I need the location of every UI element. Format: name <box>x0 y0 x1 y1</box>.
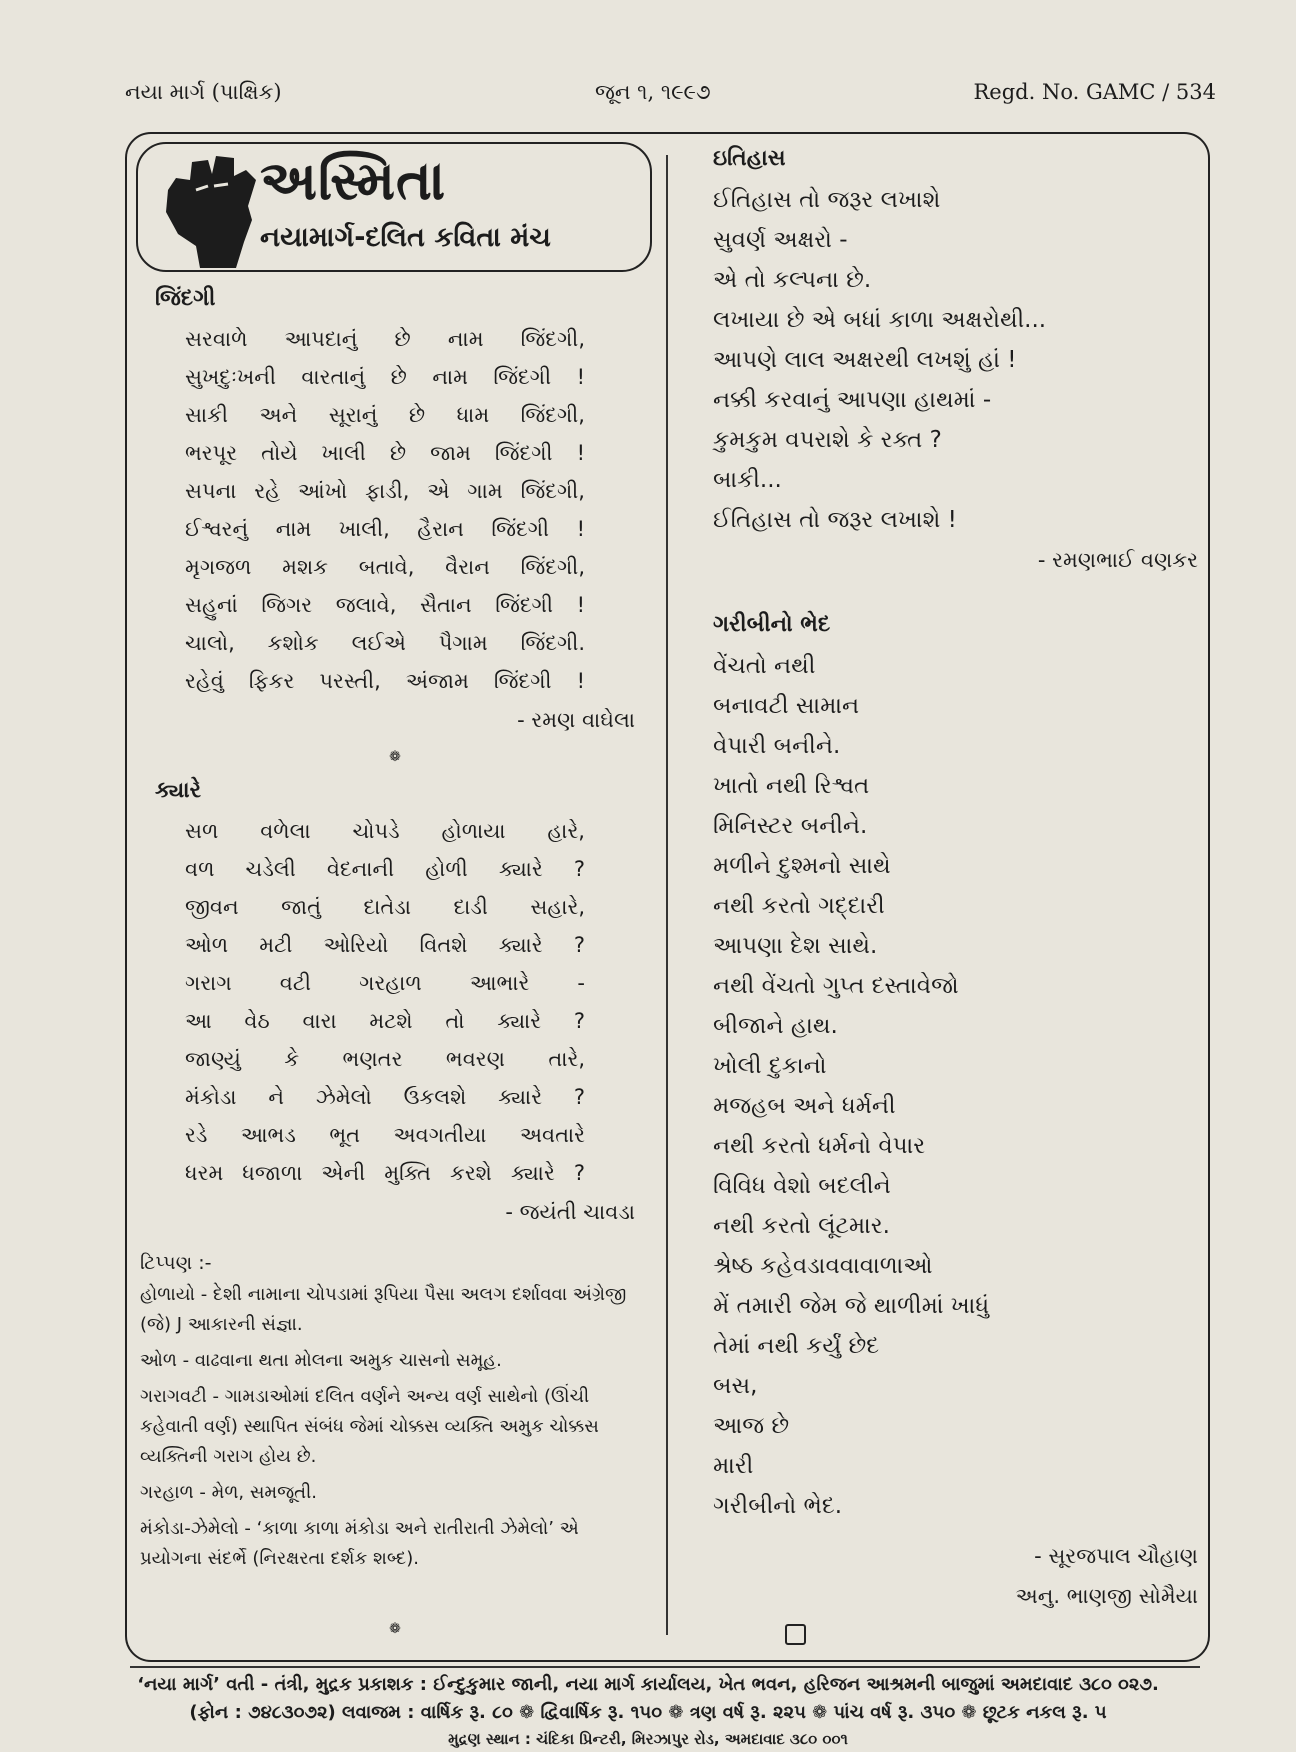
footer-line-1: ‘નયા માર્ગ’ વતી - તંત્રી, મુદ્રક પ્રકાશક : ઈન્દુકુમાર જાની, નયા માર્ગ કાર્યાલય, ખેત ભવન, હરિજન આશ્રમની બાજુમાં અમદાવાદ ૩૮૦ ૦૨૭. <box>137 1674 1159 1695</box>
raised-fist-icon <box>156 150 266 270</box>
poem-line: ભરપૂર તોયે ખાલી છે જામ જિંદગી ! <box>185 441 585 465</box>
poem-line: વેંચતો નથી <box>713 653 816 679</box>
poem-line: ધરમ ધજાળા એની મુક્તિ કરશે ક્યારે ? <box>185 1161 585 1185</box>
poem-author: - રમણભાઈ વણકર <box>1037 548 1198 572</box>
note-item: ગરહાળ - મેળ, સમજૂતી. <box>140 1482 317 1503</box>
poem-title-kyare: ક્યારે <box>155 778 202 803</box>
poem-line: રડે આભડ ભૂત અવગતીયા અવતારે <box>185 1123 585 1147</box>
right-column <box>713 142 1198 1649</box>
poem-line: મંકોડા ને ઝેમેલો ઉકલશે ક્યારે ? <box>185 1085 585 1109</box>
end-square-icon <box>785 1624 806 1645</box>
poem-line: સપના રહે આંખો ફાડી, એ ગામ જિંદગી, <box>185 479 585 503</box>
poem-line: સરવાળે આપદાનું છે નામ જિંદગી, <box>185 327 585 351</box>
column-divider <box>666 155 668 1635</box>
poem-line: ઈતિહાસ તો જરૂર લખાશે <box>713 187 941 213</box>
poem-line: આપણા દેશ સાથે. <box>713 933 878 959</box>
poem-line: નક્કી કરવાનું આપણા હાથમાં - <box>713 387 992 413</box>
poem-line: ઈશ્વરનું નામ ખાલી, હૈરાન જિંદગી ! <box>185 517 585 541</box>
poem-line: બાકી... <box>713 467 782 493</box>
poem-line: વિવિધ વેશો બદલીને <box>713 1173 891 1199</box>
issue-date: જૂન ૧, ૧૯૯૭ <box>595 80 711 104</box>
poem-line: નથી કરતો ધર્મનો વેપાર <box>713 1133 926 1159</box>
footer-line-3: મુદ્રણ સ્થાન : ચંદિકા પ્રિન્ટરી, મિરઝાપુર રોડ, અમદાવાદ ૩૮૦ ૦૦૧ <box>448 1730 848 1748</box>
poem-line: નથી કરતો લૂંટમાર. <box>713 1213 890 1239</box>
poem-line: બસ, <box>713 1373 758 1399</box>
asmita-banner <box>136 142 652 272</box>
poem-title-itihas: ઇતિહાસ <box>713 146 786 171</box>
poem-zindagi <box>155 320 655 700</box>
poem-line: ગરીબીનો ભેદ. <box>713 1493 843 1519</box>
poem-line: તેમાં નથી કર્યું છેદ <box>713 1333 880 1359</box>
bottom-separator: ❁ <box>389 1621 401 1637</box>
registration-number: Regd. No. GAMC / 534 <box>973 80 1216 104</box>
poem-line: મૃગજળ મશક બતાવે, વૈરાન જિંદગી, <box>185 555 585 579</box>
section-separator: ❁ <box>389 749 401 765</box>
poem-line: આ વેઠ વારા મટશે તો ક્યારે ? <box>185 1009 585 1033</box>
end-marker <box>553 1624 1038 1649</box>
banner-title: અસ્મિતા <box>260 148 447 212</box>
left-column <box>140 282 655 1574</box>
footer-line-2: (ફોન : ૭૪૮૩૦૭૨) લવાજમ : વાર્ષિક રૂ. ૮૦ ❁ દ્વિવાર્ષિક રૂ. ૧૫૦ ❁ ત્રણ વર્ષ રૂ. ૨૨૫ ❁ પાંચ વર્ષ રૂ. ૩૫૦ ❁ છૂટક નકલ રૂ. ૫ <box>189 1702 1107 1723</box>
poem-title-zindagi: જિંદગી <box>155 286 216 311</box>
poem-line: ઈતિહાસ તો જરૂર લખાશે ! <box>713 507 957 533</box>
poem-line: મળીને દુશ્મનો સાથે <box>713 853 891 879</box>
poem-line: સહુનાં જિગર જલાવે, સૈતાન જિંદગી ! <box>185 593 585 617</box>
banner-subtitle: નયામાર્ગ-દલિત કવિતા મંચ <box>260 222 551 253</box>
poem-line: ઓળ મટી ઓરિયો વિતશે ક્યારે ? <box>185 933 585 957</box>
poem-line: મજહબ અને ધર્મની <box>713 1093 896 1119</box>
poem-author: - સૂરજપાલ ચૌહાણ <box>1034 1544 1198 1568</box>
footer-rule <box>130 1666 1200 1668</box>
poem-line: નથી વેંચતો ગુપ્ત દસ્તાવેજો <box>713 973 959 999</box>
poem-line: રહેવું ફિકર પરસ્તી, અંજામ જિંદગી ! <box>185 669 585 693</box>
poem-itihas <box>713 180 1198 540</box>
poem-line: મેં તમારી જેમ જે થાળીમાં ખાધું <box>713 1293 990 1319</box>
poem-line: કુમકુમ વપરાશે કે રક્ત ? <box>713 427 942 453</box>
poem-line: એ તો કલ્પના છે. <box>713 267 872 293</box>
note-item: મંકોડા-ઝેમેલો - ‘કાળા કાળા મંકોડા અને રાતીરાતી ઝેમેલો’ એ પ્રયોગના સંદર્ભે (નિરક્ષરતા દર્શક શબ્દ). <box>140 1518 579 1569</box>
poem-author: - રમણ વાઘેલા <box>517 708 635 732</box>
poem-kyare <box>155 812 655 1192</box>
poem-garibi <box>713 646 1198 1526</box>
poem-line: નથી કરતો ગદ્દારી <box>713 893 885 919</box>
note-item: ઓળ - વાઢવાના થતા મોલના અમુક ચાસનો સમૂહ. <box>140 1350 502 1371</box>
poem-line: મિનિસ્ટર બનીને. <box>713 813 868 839</box>
poem-line: બીજાને હાથ. <box>713 1013 838 1039</box>
note-item: હોળાયો - દેશી નામાના ચોપડામાં રૂપિયા પૈસા અલગ દર્શાવવા અંગ્રેજી (જે) J આકારની સંજ્ઞા. <box>140 1284 627 1335</box>
poem-line: વેપારી બનીને. <box>713 733 841 759</box>
poem-title-garibi: ગરીબીનો ભેદ <box>713 612 831 637</box>
poem-line: જાણ્યું કે ભણતર ભવરણ તારે, <box>185 1047 585 1071</box>
poem-line: સાકી અને સૂરાનું છે ધામ જિંદગી, <box>185 403 585 427</box>
poem-line: આજ છે <box>713 1413 790 1439</box>
poem-line: આપણે લાલ અક્ષરથી લખશું હાં ! <box>713 347 1017 373</box>
poem-line: શ્રેષ્ઠ કહેવડાવવાવાળાઓ <box>713 1253 933 1279</box>
poem-line: સળ વળેલા ચોપડે હોળાયા હારે, <box>185 819 585 843</box>
poem-line: ખોલી દુકાનો <box>713 1053 827 1079</box>
note-item: ગરાગવટી - ગામડાઓમાં દલિત વર્ણને અન્ય વર્ણ સાથેનો (ઊંચી કહેવાતી વર્ણ) સ્થાપિત સંબંધ જેમાં ચોક્કસ વ્યક્તિ અમુક ચોક્કસ વ્યક્તિની ગરાગ હોય છે. <box>140 1386 599 1467</box>
poem-line: ગરાગ વટી ગરહાળ આભારે - <box>185 971 585 995</box>
notes-title: ટિપ્પણ :- <box>140 1252 212 1274</box>
page-header <box>125 80 1216 120</box>
poem-line: લખાયા છે એ બધાં કાળા અક્ષરોથી... <box>713 307 1047 333</box>
poem-author: - જયંતી ચાવડા <box>505 1200 635 1224</box>
poem-line: જીવન જાતું દાતેડા દાડી સહારે, <box>185 895 585 919</box>
poem-line: સુખદુઃખની વારતાનું છે નામ જિંદગી ! <box>185 365 585 389</box>
poem-line: ખાતો નથી રિશ્વત <box>713 773 870 799</box>
publication-name: નયા માર્ગ (પાક્ષિક) <box>125 80 282 104</box>
poem-line: મારી <box>713 1453 754 1479</box>
poem-line: બનાવટી સામાન <box>713 693 860 719</box>
poem-translator: અનુ. ભાણજી સોમૈયા <box>1015 1584 1198 1608</box>
poem-line: ચાલો, કશોક લઈએ પૈગામ જિંદગી. <box>185 631 585 655</box>
poem-line: સુવર્ણ અક્ષરો - <box>713 227 848 253</box>
poem-line: વળ ચડેલી વેદનાની હોળી ક્યારે ? <box>185 857 585 881</box>
